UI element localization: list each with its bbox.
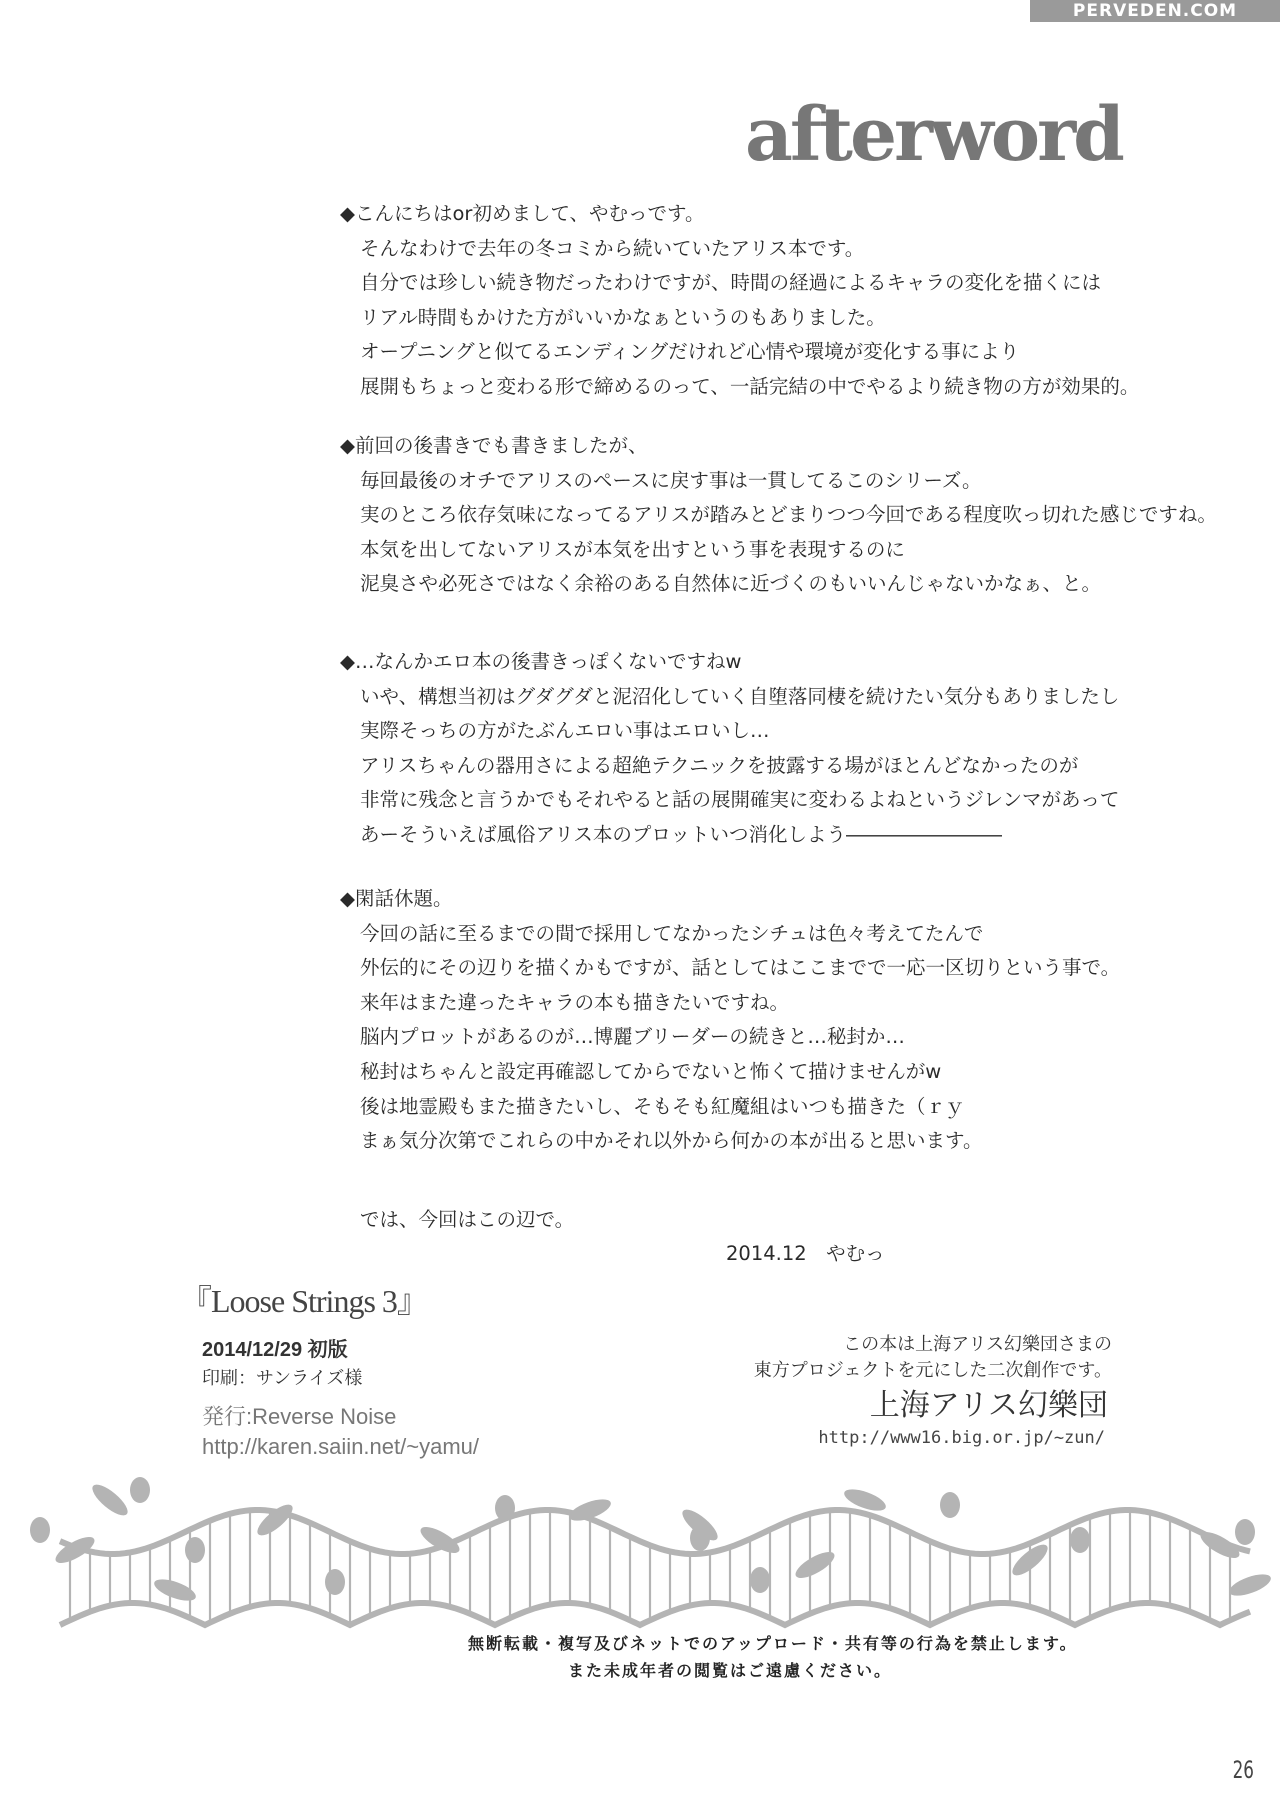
body-line: 実のところ依存気味になってるアリスが踏みとどまりつつ今回である程度吹っ切れた感じですね。 (360, 503, 1217, 527)
body-line: 展開もちょっと変わる形で締めるのって、一話完結の中でやるより続き物の方が効果的。 (360, 375, 1140, 398)
leaf-icon (1227, 1570, 1274, 1600)
vine-fence-ornament (0, 1470, 1280, 1640)
printer: 印刷：サンライズ様 (202, 1368, 363, 1389)
page-title: afterword (745, 92, 1122, 178)
closing-line: では、今回はこの辺で。 (360, 1208, 575, 1231)
body-line: 自分では珍しい続き物だったわけですが、時間の経過によるキャラの変化を描くには (360, 271, 1102, 295)
berry-icon (750, 1567, 770, 1593)
section-heading: ◆こんにちはor初めまして、やむっです。 (340, 202, 705, 225)
derivative-note-line2: 東方プロジェクトを元にした二次創作です。 (753, 1360, 1112, 1381)
berry-icon (940, 1492, 960, 1518)
body-line: 来年はまた違ったキャラの本も描きたいですね。 (360, 990, 790, 1014)
publisher-url: http://karen.saiin.net/~yamu/ (202, 1434, 479, 1459)
body-line: 秘封はちゃんと設定再確認してからでないと怖くて描けませんがw (360, 1060, 942, 1083)
berry-icon (30, 1517, 50, 1543)
notice-line2: また未成年者の閲覧はご遠慮ください。 (567, 1661, 892, 1680)
berry-icon (495, 1495, 515, 1521)
leaf-icon (792, 1547, 838, 1583)
body-line: 脳内プロットがあるのが…博麗ブリーダーの続きと…秘封か… (360, 1025, 905, 1049)
body-line: リアル時間もかけた方がいいかなぁというのもありました。 (360, 305, 886, 329)
book-title: 『Loose Strings 3』 (180, 1283, 428, 1319)
section-heading: ◆閑話休題。 (340, 887, 453, 910)
body-line: 毎回最後のオチでアリスのペースに戻す事は一貫してるこのシリーズ。 (360, 468, 982, 492)
publisher: 発行:Reverse Noise (202, 1404, 397, 1429)
body-line: 後は地霊殿もまた描きたいし、そもそも紅魔組はいつも描きた（ｒｙ (360, 1094, 965, 1118)
edition-date: 2014/12/29 初版 (202, 1339, 348, 1361)
notice-line1: 無断転載・複写及びネットでのアップロード・共有等の行為を禁止します。 (468, 1634, 1078, 1653)
body-line: オープニングと似てるエンディングだけれど心情や環境が変化する事により (360, 340, 1020, 364)
body-line: あーそういえば風俗アリス本のプロットいつ消化しよう―――――――― (360, 823, 1002, 846)
section-heading: ◆…なんかエロ本の後書きっぽくないですねw (340, 650, 742, 673)
site-watermark: PERVEDEN.COM (1030, 0, 1280, 22)
berry-icon (185, 1537, 205, 1563)
body-line: 非常に残念と言うかでもそれやると話の展開確実に変わるよねというジレンマがあって (360, 788, 1120, 812)
berry-icon (1235, 1519, 1255, 1545)
berry-icon (325, 1569, 345, 1595)
derivative-note-line1: この本は上海アリス幻樂団さまの (843, 1334, 1112, 1355)
page-number: 26 (1232, 1756, 1254, 1784)
body-line: 外伝的にその辺りを描くかもですが、話としてはここまでで一応一区切りという事で。 (360, 956, 1121, 980)
original-circle-url: http://www16.big.or.jp/~zun/ (818, 1428, 1105, 1448)
body-line: 実際そっちの方がたぶんエロい事はエロいし… (360, 719, 770, 743)
body-line: まぁ気分次第でこれらの中かそれ以外から何かの本が出ると思います。 (360, 1129, 983, 1153)
body-line: アリスちゃんの器用さによる超絶テクニックを披露する場がほとんどなかったのが (360, 753, 1079, 777)
vine-top (60, 1510, 1250, 1554)
signature: 2014.12 やむっ (726, 1242, 885, 1265)
body-line: いや、構想当初はグダグダと泥沼化していく自堕落同棲を続けたい気分もありましたし (360, 684, 1120, 708)
berry-icon (130, 1477, 150, 1503)
original-circle-name: 上海アリス幻樂団 (869, 1388, 1108, 1423)
body-line: 泥臭さや必死さではなく余裕のある自然体に近づくのもいいんじゃないかなぁ、と。 (360, 572, 1102, 596)
body-line: そんなわけで去年の冬コミから続いていたアリス本です。 (360, 236, 865, 260)
leaf-icon (152, 1575, 199, 1605)
section-heading: ◆前回の後書きでも書きましたが、 (340, 434, 648, 457)
vine-bottom (60, 1603, 1250, 1625)
body-line: 本気を出してないアリスが本気を出すという事を表現するのに (360, 537, 905, 561)
berry-icon (1070, 1527, 1090, 1553)
leaf-icon (88, 1480, 132, 1521)
body-line: 今回の話に至るまでの間で採用してなかったシチュは色々考えてたんで (360, 921, 984, 945)
